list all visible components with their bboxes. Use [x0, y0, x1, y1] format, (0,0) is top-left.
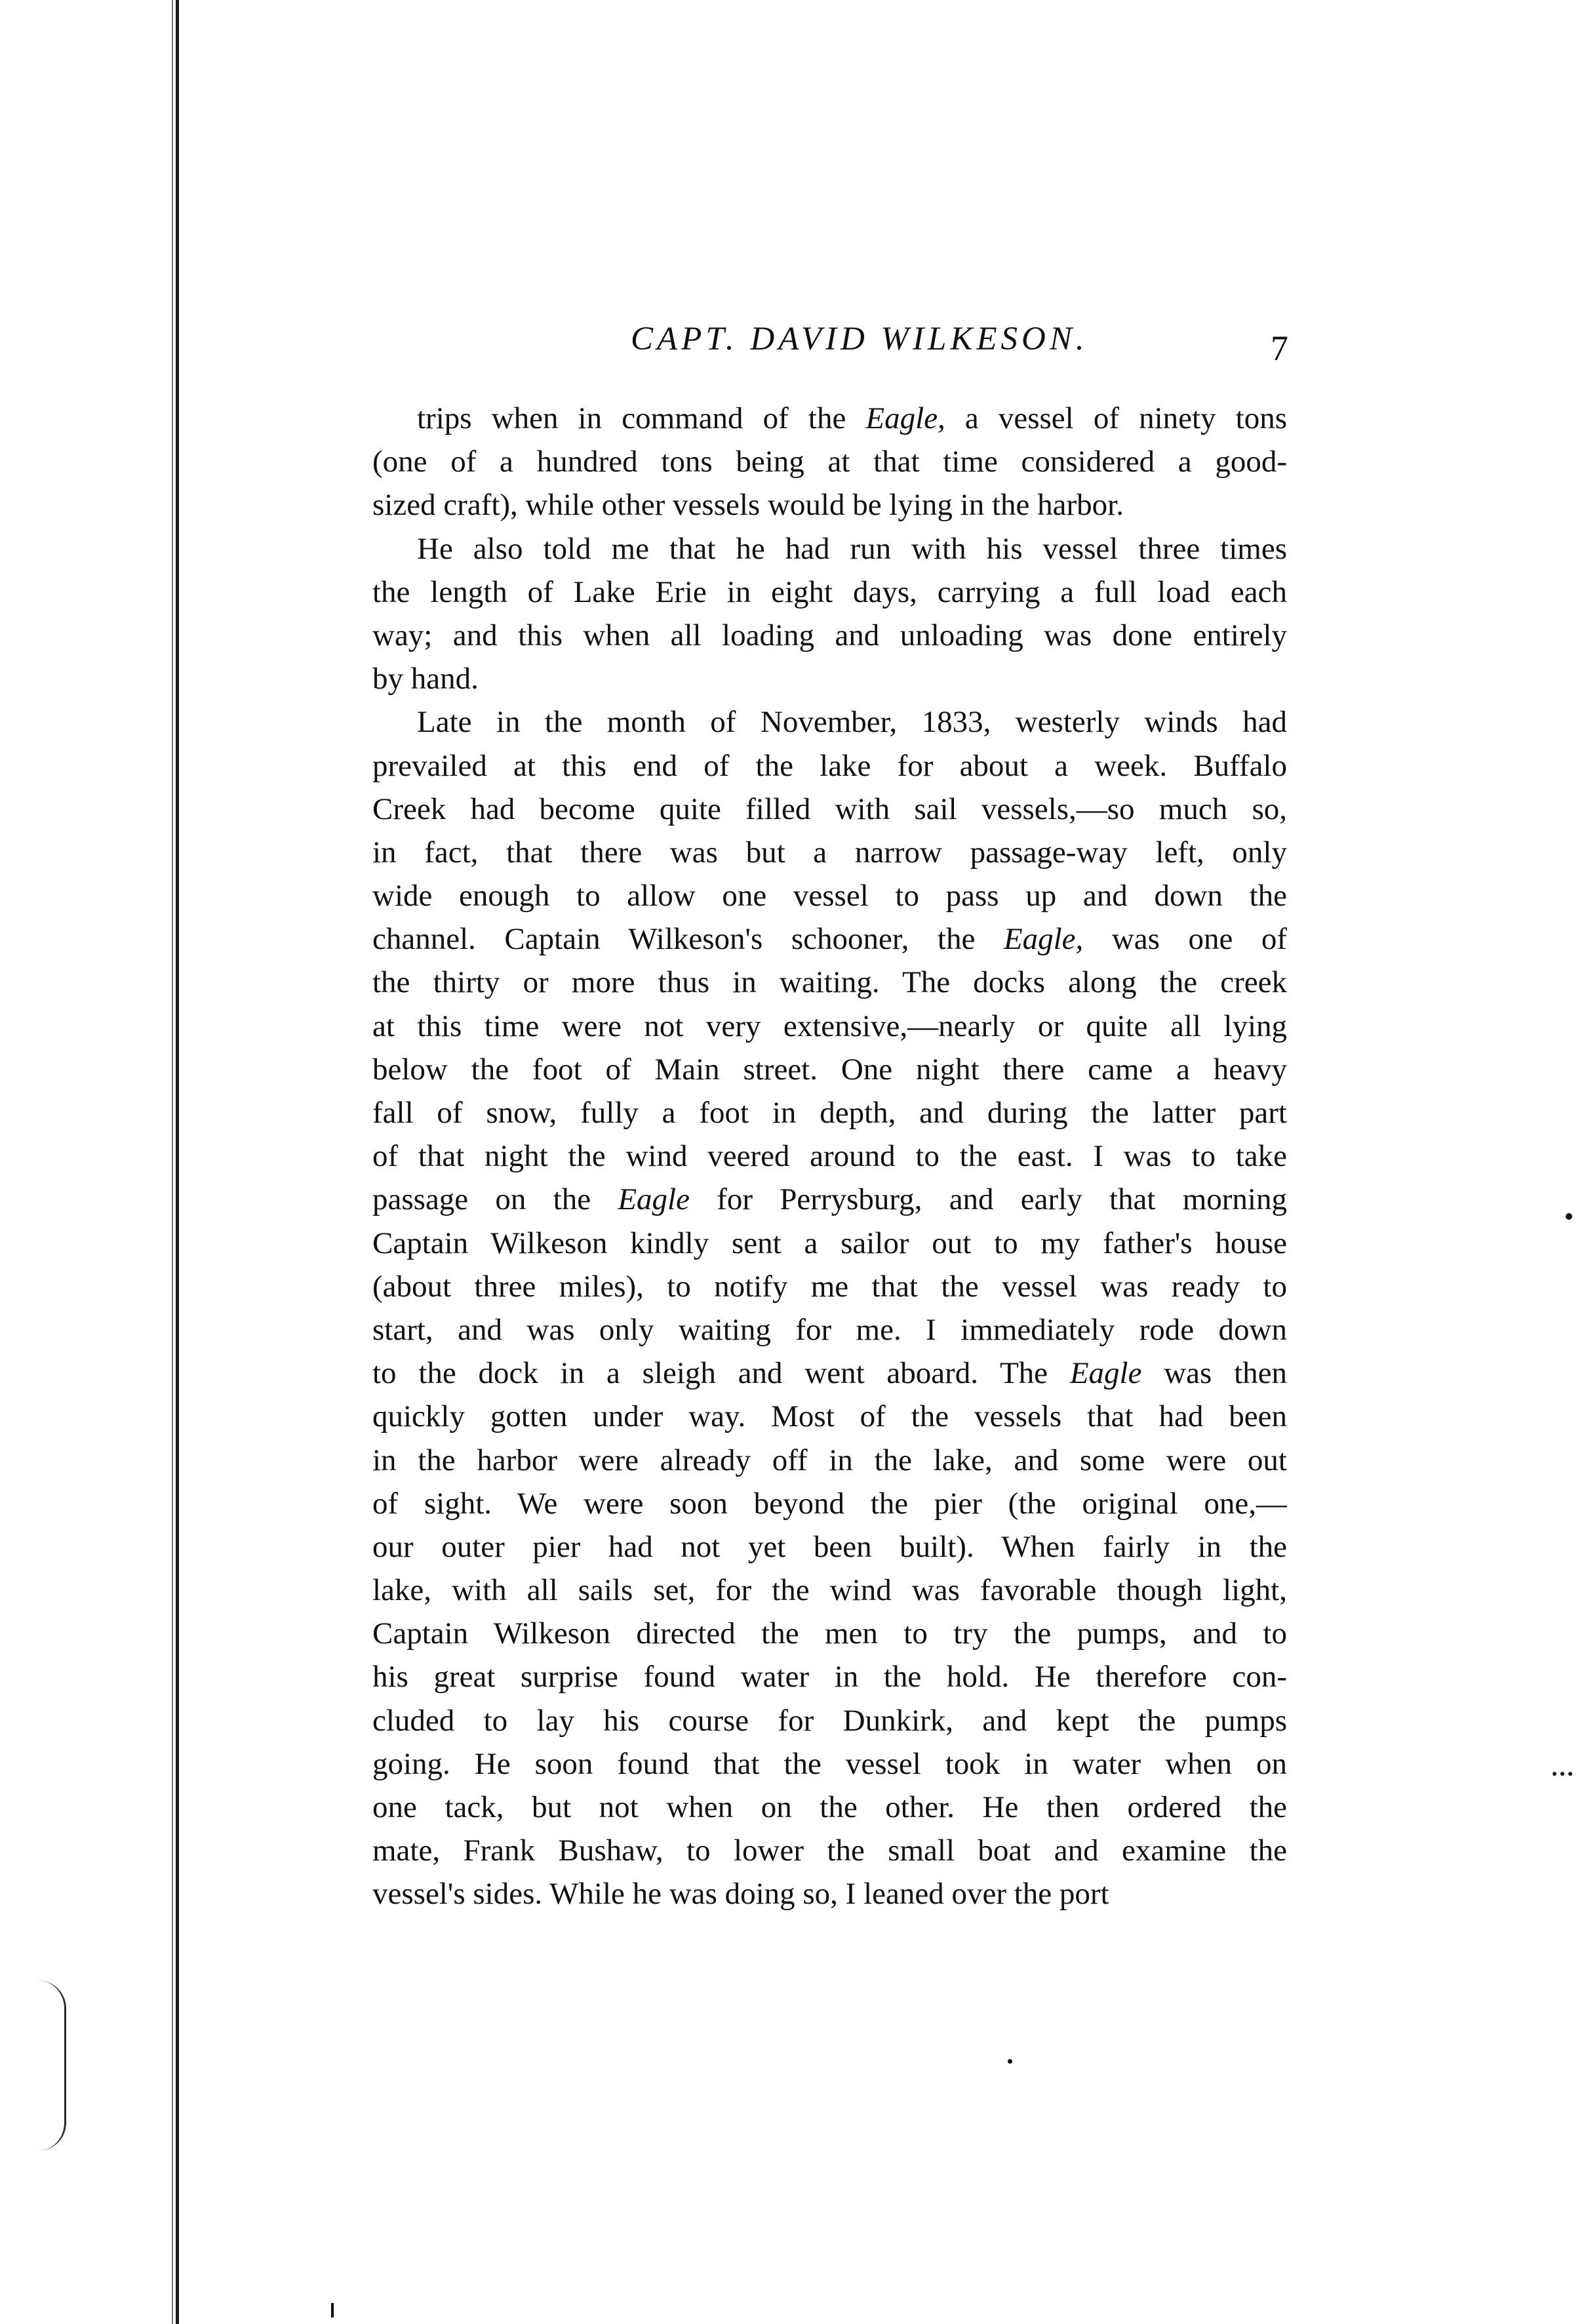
text-line: below the foot of Main street. One night there came a heavy: [372, 1052, 1287, 1087]
text-line: at this time were not very extensive,—nearly or quite all lying: [372, 1009, 1287, 1043]
text-line: Captain Wilkeson directed the men to try the pumps, and to: [372, 1616, 1287, 1651]
text-line: start, and was only waiting for me. I immediately rode down: [372, 1312, 1287, 1347]
vessel-name: Eagle,: [865, 401, 945, 435]
text-line: vessel's sides. While he was doing so, I leaned over the port: [372, 1877, 1109, 1912]
text-line: in fact, that there was but a narrow passage-way left, only: [372, 835, 1287, 870]
text-line: trips when in command of the Eagle, a vessel of ninety tons: [417, 401, 1287, 435]
text-line: the length of Lake Erie in eight days, carrying a full load each: [372, 574, 1287, 609]
vessel-name: Eagle,: [1003, 922, 1084, 957]
text-line: fall of snow, fully a foot in depth, and during the latter part: [372, 1096, 1287, 1130]
text-line: mate, Frank Bushaw, to lower the small boat and examine the: [372, 1833, 1287, 1868]
scan-speck: [1568, 1772, 1572, 1776]
text-line: Creek had become quite filled with sail vessels,—so much so,: [372, 791, 1287, 826]
binding-curve-mark: [38, 1980, 66, 2151]
text-line: He also told me that he had run with his vessel three times: [417, 531, 1287, 566]
text-line: to the dock in a sleigh and went aboard. The Eagle was then: [372, 1356, 1287, 1391]
text-line: sized craft), while other vessels would be lying in the harbor.: [372, 488, 1124, 523]
text-line: (one of a hundred tons being at that time considered a good-: [372, 445, 1287, 479]
text-line: cluded to lay his course for Dunkirk, and kept the pumps: [372, 1703, 1287, 1738]
text-line: one tack, but not when on the other. He then ordered the: [372, 1790, 1287, 1824]
text-line: (about three miles), to notify me that the vessel was ready to: [372, 1269, 1287, 1304]
vessel-name: Eagle: [618, 1182, 690, 1217]
vessel-name: Eagle: [1069, 1356, 1142, 1391]
text-line: wide enough to allow one vessel to pass up and down the: [372, 879, 1287, 913]
paragraph: [372, 700, 1287, 1915]
text-line: way; and this when all loading and unloading was done entirely: [372, 618, 1287, 652]
text-line: passage on the Eagle for Perrysburg, and early that morning: [372, 1182, 1287, 1217]
body-text: [372, 397, 1287, 1916]
text-line: Captain Wilkeson kindly sent a sailor out to my father's house: [372, 1226, 1287, 1260]
running-head: [370, 320, 1288, 366]
text-line: of that night the wind veered around to the east. I was to take: [372, 1139, 1287, 1174]
text-line: his great surprise found water in the hold. He therefore con-: [372, 1660, 1287, 1694]
text-line: going. He soon found that the vessel took in water when on: [372, 1746, 1287, 1781]
scan-mark: [331, 2303, 334, 2317]
page-gutter-shadow: [172, 0, 173, 2324]
scan-speck: [1008, 2059, 1012, 2064]
text-line: quickly gotten under way. Most of the vessels that had been: [372, 1399, 1287, 1434]
text-line: of sight. We were soon beyond the pier (the original one,—: [372, 1486, 1287, 1521]
scan-speck: [1560, 1772, 1564, 1776]
text-line: by hand.: [372, 662, 479, 696]
running-head-title: CAPT. DAVID WILKESON.: [631, 321, 1088, 357]
text-line: Late in the month of November, 1833, westerly winds had: [417, 705, 1287, 740]
page-number: 7: [1271, 329, 1288, 368]
page-gutter-edge: [176, 0, 179, 2324]
paragraph: [372, 397, 1287, 527]
text-line: our outer pier had not yet been built). When fairly in the: [372, 1529, 1287, 1564]
text-line: the thirty or more thus in waiting. The docks along the creek: [372, 965, 1287, 1000]
paragraph: [372, 527, 1287, 701]
scan-speck: [1566, 1213, 1572, 1220]
text-line: prevailed at this end of the lake for about a week. Buffalo: [372, 748, 1287, 783]
text-line: lake, with all sails set, for the wind was favorable though light,: [372, 1573, 1287, 1608]
text-line: in the harbor were already off in the lake, and some were out: [372, 1443, 1287, 1477]
scan-speck: [1553, 1772, 1556, 1776]
text-line: channel. Captain Wilkeson's schooner, the Eagle, was one of: [372, 922, 1287, 957]
